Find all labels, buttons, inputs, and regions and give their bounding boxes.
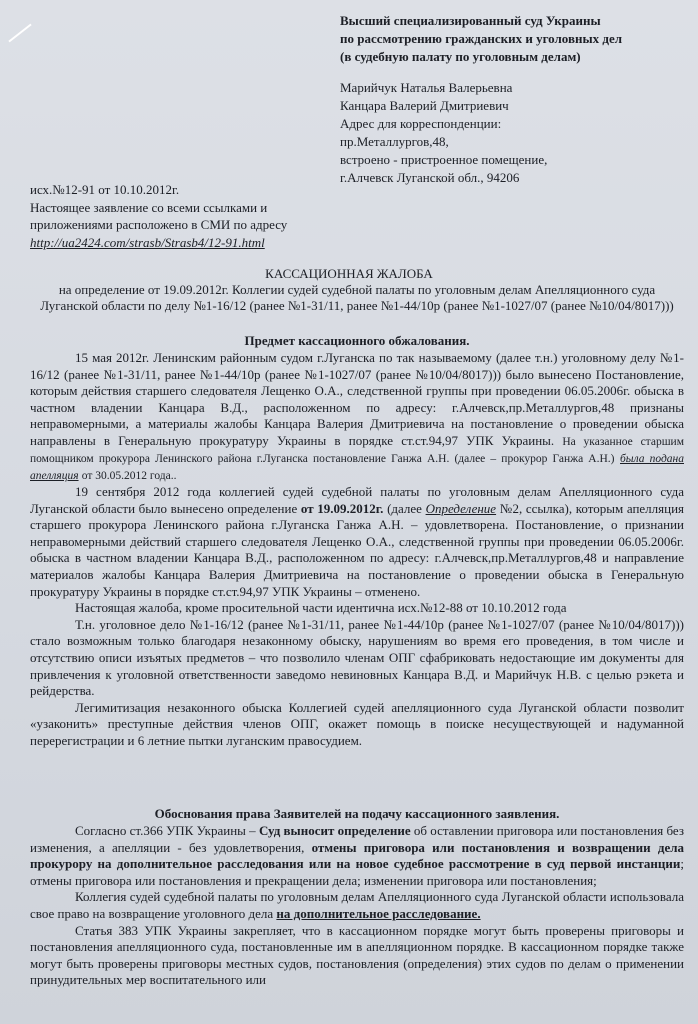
reference-link[interactable]: http://ua2424.com/strasb/Strasb4/12-91.html: [30, 234, 265, 250]
paragraph-5: Легимитизация незаконного обыска Коллегией судей апелляционного суда Луганской области позволит «узаконить» преступные действия членов ОПГ, окажет помощь в поиске несуществующей и надуманной перерегистрации и 6 летние пытки луганским правосудием.: [30, 699, 684, 748]
court-line-1: Высший специализированный суд Украины: [340, 13, 601, 28]
reference-note-1: Настоящее заявление со всеми ссылками и: [30, 199, 268, 215]
addressee-block: [340, 12, 690, 187]
address-line-2: встроено - пристроенное помещение,: [340, 152, 548, 167]
body-part-1: [30, 350, 684, 749]
reference-note-2: приложениями расположено в СМИ по адресу: [30, 217, 288, 232]
body-part-2: [30, 823, 684, 989]
document-title: КАССАЦИОННАЯ ЖАЛОБА: [265, 266, 433, 281]
sender-1: Марийчук Наталья Валерьевна: [340, 80, 513, 95]
pen-mark: [8, 24, 31, 43]
address-line-3: г.Алчевск Луганской обл., 94206: [340, 170, 520, 185]
court-line-2: по рассмотрению гражданских и уголовных дел: [340, 31, 623, 46]
court-line-3: (в судебную палату по уголовным делам): [340, 49, 581, 64]
address-line-1: пр.Металлургов,48,: [340, 134, 449, 149]
address-label: Адрес для корреспонденции:: [340, 116, 502, 131]
section-heading-grounds: Обоснования права Заявителей на подачу кассационного заявления.: [154, 806, 560, 821]
paragraph-4: Т.н. уголовное дело №1-16/12 (ранее №1-31/11, ранее №1-44/10р (ранее №1-1027/07 (ранее №10/04/8017))) стало возможным только благодаря незаконному обыску, нарушениям во время его проведения, в том числе и отсутствию описи изъятых предметов – что позволило членам ОПГ сфабриковать недостающие им документы для привлечения к уголовной ответственности заведомо невиновных Канцара В.Д. и Марийчук Н.В. с целью рэкета и рейдерства.: [30, 616, 684, 699]
document-subtitle: на определение от 19.09.2012г. Коллегии судей судебной палаты по уголовным делам Апелляционного суда Луганской области по делу №1-16/12 (ранее №1-31/11, ранее №1-44/10р (ранее №1-1027/07 (ранее №10/04/8017))): [40, 282, 674, 313]
paragraph-6: Согласно ст.366 УПК Украины – Суд выносит определение об оставлении приговора или постановления без изменения, а апелляции - без удовлетворения, отмены приговора или постановления и возвращении дела прокурору на дополнительное расследования или на новое судебное рассмотрение в суд первой инстанции; отмены приговора или постановления и прекращении дела; изменении приговора или постановления;: [30, 823, 685, 888]
paragraph-1: 15 мая 2012г. Ленинским районным судом г.Луганска по так называемому (далее т.н.) уголовному делу №1-16/12 (ранее №1-31/11, ранее №1-44/10р (ранее №1-1027/07 (ранее №10/04/8017))) было вынесено Постановление, которым действия старшего следователя Лещенко О.А., следственной группы при проведении 06.05.2006г. обыска в частном владении Канцара В.Д., расположенном по адресу: г.Алчевск,пр.Металлургов,48 признаны неправомерными, а материалы жалобы Канцара Валерия Дмитриевича на постановление о проведении обыска направлены в Генеральную прокуратуру Украины в порядке ст.ст.94,97 УПК Украины. На указанное старшим помощником прокурора Ленинского района г.Луганска постановление Ганжа А.Н. (далее – прокурор Ганжа А.Н.) была подана апелляция от 30.05.2012 года..: [30, 350, 684, 482]
outgoing-number: исх.№12-91 от 10.10.2012г.: [30, 182, 180, 197]
paragraph-8: Статья 383 УПК Украины закрепляет, что в кассационном порядке могут быть проверены приговоры и постановления апелляционного суда, постановленные им в апелляционном порядке. В кассационном порядке также могут быть проверены приговоры местных судов, постановления (определения) этих судов по делам о применении принудительных мер воспитательного или: [30, 922, 684, 988]
sender-2: Канцара Валерий Дмитриевич: [340, 98, 509, 113]
paragraph-7: Коллегия судей судебной палаты по уголовным делам Апелляционного суда Луганской области использовала свое право на возвращение уголовного дела на дополнительное расследование.: [30, 889, 684, 921]
paragraph-2: 19 сентября 2012 года коллегией судей судебной палаты по уголовным делам Апелляционного суда Луганской области было вынесено определение от 19.09.2012г. (далее Определение №2, ссылка), которым апелляция старшего прокурора Ленинского района г.Луганска Ганжа А.Н. – удовлетворена. Постановление, о признании неправомерными действий старшего следователя Лещенко О.А., следственной группы при проведении 06.05.2006г. обыска в частном владении Канцара В.Д., расположенном по адресу: г.Алчевск,пр.Металлургов,48 и направление материалов жалобы Канцара Валерия Дмитриевича на постановление о проведении обыска в Генеральную прокуратуру Украины в порядке ст.ст.94,97 УПК Украины – отменено.: [30, 483, 685, 599]
paragraph-3: Настоящая жалоба, кроме просительной части идентична исх.№12-88 от 10.10.2012 года: [75, 600, 567, 616]
section-heading-subject: Предмет кассационного обжалования.: [244, 333, 470, 348]
outgoing-reference: [30, 181, 360, 251]
